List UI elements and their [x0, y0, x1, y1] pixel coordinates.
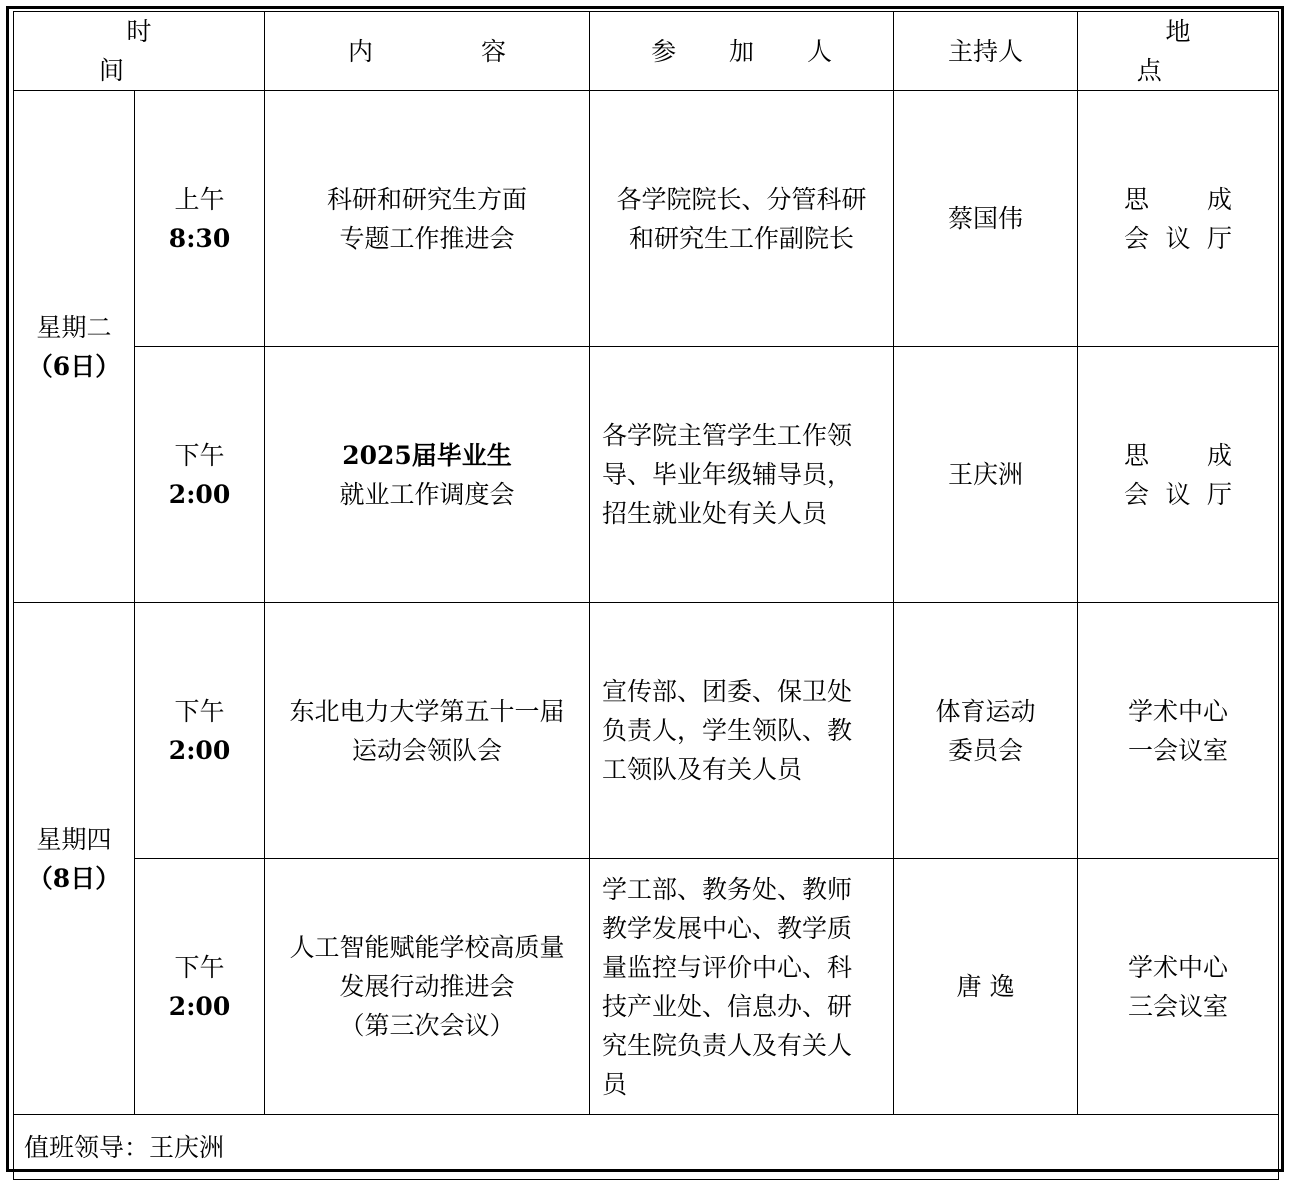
duty-leader: 值班领导：王庆洲: [14, 1115, 1279, 1180]
header-host: 主持人: [894, 12, 1078, 91]
time-cell: 下午 2:00: [135, 859, 265, 1115]
schedule-table: [13, 11, 1279, 1180]
time-cell: 上午 8:30: [135, 91, 265, 347]
attendees-cell: 各学院院长、分管科研 和研究生工作副院长: [590, 91, 894, 347]
location-cell: 学术中心 三会议室: [1078, 859, 1279, 1115]
header-attendees: 参 加 人: [590, 12, 894, 91]
host-cell: 唐 逸: [894, 859, 1078, 1115]
content-cell: 科研和研究生方面 专题工作推进会: [265, 91, 590, 347]
day-cell: 星期二 （6日）: [14, 91, 135, 603]
header-row: [14, 12, 1279, 91]
day-cell: 星期四 （8日）: [14, 603, 135, 1115]
table-row: [14, 603, 1279, 859]
table-row: [14, 91, 1279, 347]
content-cell: 人工智能赋能学校高质量 发展行动推进会 （第三次会议）: [265, 859, 590, 1115]
attendees-cell: 宣传部、团委、保卫处 负责人，学生领队、教 工领队及有关人员: [590, 603, 894, 859]
attendees-cell: 各学院主管学生工作领 导、毕业年级辅导员， 招生就业处有关人员: [590, 347, 894, 603]
location-cell: 思 成 会议厅: [1078, 347, 1279, 603]
content-cell: 东北电力大学第五十一届 运动会领队会: [265, 603, 590, 859]
time-cell: 下午 2:00: [135, 347, 265, 603]
host-cell: 蔡国伟: [894, 91, 1078, 347]
header-time: 时 间: [14, 12, 265, 91]
footer-row: [14, 1115, 1279, 1180]
host-cell: 体育运动 委员会: [894, 603, 1078, 859]
table-row: [14, 347, 1279, 603]
content-cell: 2025届毕业生 就业工作调度会: [265, 347, 590, 603]
location-cell: 思 成 会议厅: [1078, 91, 1279, 347]
table-row: [14, 859, 1279, 1115]
host-cell: 王庆洲: [894, 347, 1078, 603]
time-cell: 下午 2:00: [135, 603, 265, 859]
header-location: 地 点: [1078, 12, 1279, 91]
location-cell: 学术中心 一会议室: [1078, 603, 1279, 859]
attendees-cell: 学工部、教务处、教师 教学发展中心、教学质 量监控与评价中心、科 技产业处、信息办、研 究生院负责人及有关人 员: [590, 859, 894, 1115]
header-content: 内 容: [265, 12, 590, 91]
